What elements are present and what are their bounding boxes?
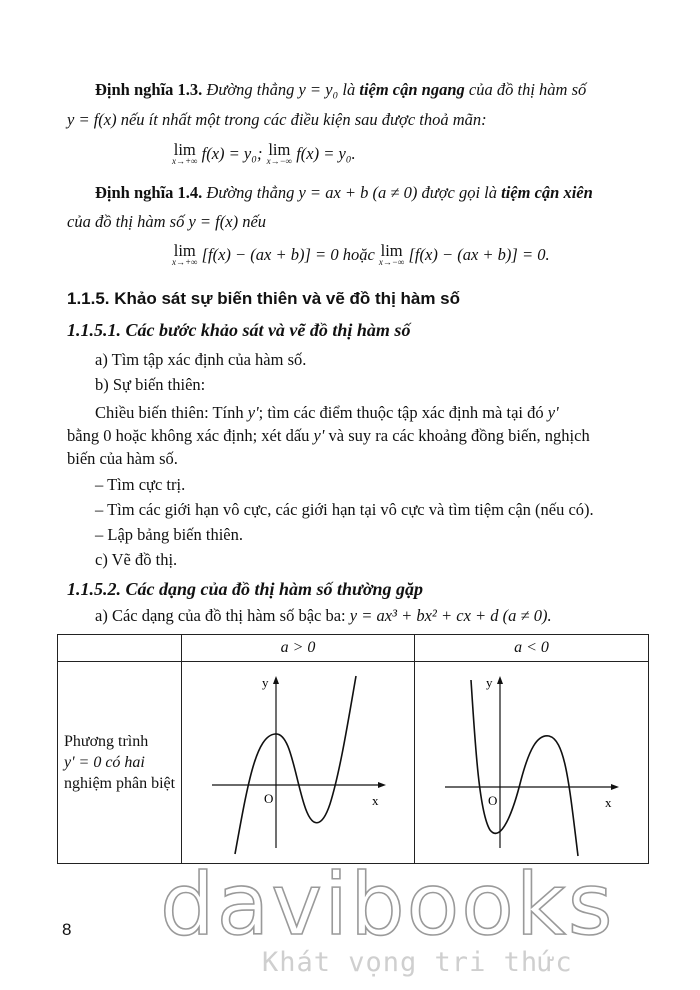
origin-label: O xyxy=(264,791,274,806)
row-label: Phương trình y' = 0 có hai nghiệm phân biệt xyxy=(58,662,182,864)
cubic-intro: a) Các dạng của đồ thị hàm số bậc ba: y = ax³ + bx² + cx + d (a ≠ 0). xyxy=(95,606,552,625)
graph-a-negative-cell xyxy=(415,662,649,864)
cubic-curve-positive xyxy=(235,676,356,854)
def13-line1: Định nghĩa 1.3. Đường thẳng y = y₀ là tiệm cận ngang của đồ thị hàm số xyxy=(95,80,587,99)
dash-item-1: – Tìm cực trị. xyxy=(95,475,186,494)
def13-limits: lim x→+∞ f(x) = y₀; lim x→−∞ f(x) = y₀. xyxy=(172,140,356,166)
def14-term: tiệm cận xiên xyxy=(501,183,593,202)
step-c: c) Vẽ đồ thị. xyxy=(95,550,178,569)
def13-term: tiệm cận ngang xyxy=(359,80,465,99)
y-axis-label: y xyxy=(486,675,493,690)
subsection-title-1: 1.1.5.1. Các bước khảo sát và vẽ đồ thị hàm số xyxy=(67,320,411,340)
dash-item-2: – Tìm các giới hạn vô cực, các giới hạn tại vô cực và tìm tiệm cận (nếu có). xyxy=(95,500,594,519)
step-b-para1: Chiều biến thiên: Tính y'; tìm các điểm thuộc tập xác định mà tại đó y' xyxy=(95,403,559,422)
def14-line2: của đồ thị hàm số y = f(x) nếu xyxy=(67,212,267,231)
cubic-graph-negative xyxy=(415,662,648,858)
dash-item-3: – Lập bảng biến thiên. xyxy=(95,525,244,544)
origin-label: O xyxy=(488,793,498,808)
step-a: a) Tìm tập xác định của hàm số. xyxy=(95,350,307,369)
def14-line1: Định nghĩa 1.4. Đường thẳng y = ax + b (a ≠ 0) được gọi là tiệm cận xiên xyxy=(95,183,593,202)
x-axis-arrow-icon xyxy=(378,782,386,788)
cubic-curve-negative xyxy=(471,680,578,856)
def13-label: Định nghĩa 1.3. xyxy=(95,80,203,99)
def13-line2: y = f(x) nếu ít nhất một trong các điều kiện sau được thoả mãn: xyxy=(67,110,487,129)
x-axis-label: x xyxy=(372,793,379,808)
cubic-graph-positive xyxy=(182,662,414,858)
x-axis-label: x xyxy=(605,795,612,810)
graph-a-positive-cell xyxy=(182,662,415,864)
page-number: 8 xyxy=(62,920,72,939)
watermark-brand: davibooks xyxy=(160,855,615,955)
y-axis-label: y xyxy=(262,675,269,690)
table-corner xyxy=(58,635,182,662)
y-axis-arrow-icon xyxy=(497,676,503,684)
def14-label: Định nghĩa 1.4. xyxy=(95,183,203,202)
subsection-title-2: 1.1.5.2. Các dạng của đồ thị hàm số thường gặp xyxy=(67,579,424,599)
step-b: b) Sự biến thiên: xyxy=(95,375,206,394)
step-b-para2: bằng 0 hoặc không xác định; xét dấu y' và suy ra các khoảng đồng biến, nghịch xyxy=(67,426,590,445)
step-b-para3: biến của hàm số. xyxy=(67,449,178,468)
header-a-negative: a < 0 xyxy=(415,635,649,662)
cubic-graph-table xyxy=(57,634,649,864)
x-axis-arrow-icon xyxy=(611,784,619,790)
watermark-slogan: Khát vọng tri thức xyxy=(262,947,573,978)
y-axis-arrow-icon xyxy=(273,676,279,684)
section-title: 1.1.5. Khảo sát sự biến thiên và vẽ đồ thị hàm số xyxy=(67,289,461,308)
header-a-positive: a > 0 xyxy=(182,635,415,662)
def14-limits: lim x→+∞ [f(x) − (ax + b)] = 0 hoặc lim x→−∞ [f(x) − (ax + b)] = 0. xyxy=(172,241,550,267)
